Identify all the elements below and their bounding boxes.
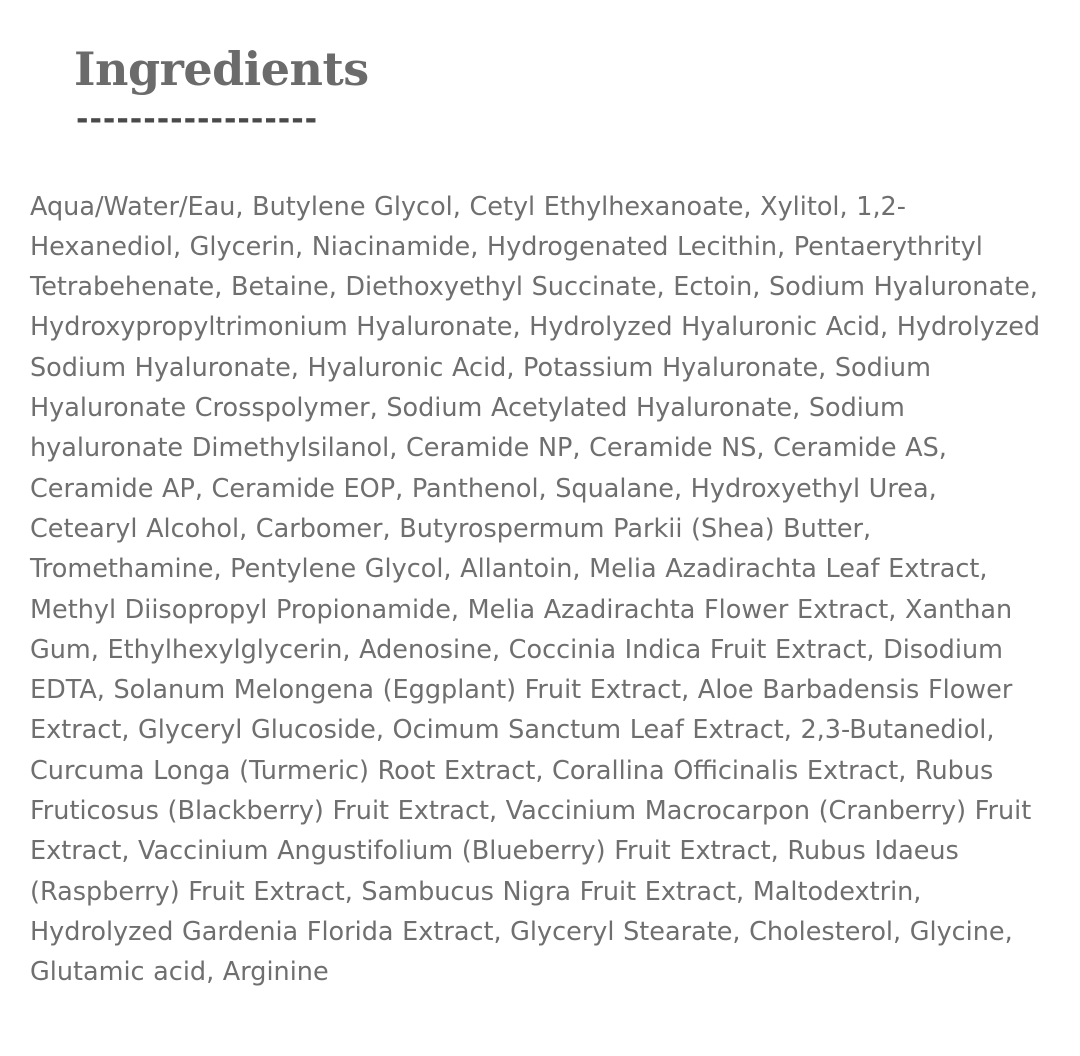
page-title: Ingredients — [74, 42, 369, 96]
title-divider: ------------------ — [76, 104, 319, 135]
ingredients-list-text: Aqua/Water/Eau, Butylene Glycol, Cetyl Ethylhexanoate, Xylitol, 1,2-Hexanediol, Glycerin, Niacinamide, Hydrogenated Lecithin, Pentaerythrityl Tetrabehenate, Betaine, Diethoxyethyl Succinate, Ectoin, Sodium Hyaluronate, Hydroxypropyltrimonium Hyaluronate, Hydrolyzed Hyaluronic Acid, Hydrolyzed Sodium Hyaluronate, Hyaluronic Acid, Potassium Hyaluronate, Sodium Hyaluronate Crosspolymer, Sodium Acetylated Hyaluronate, Sodium hyaluronate Dimethylsilanol, Ceramide NP, Ceramide NS, Ceramide AS, Ceramide AP, Ceramide EOP, Panthenol, Squalane, Hydroxyethyl Urea, Cetearyl Alcohol, Carbomer, Butyrospermum Parkii (Shea) Butter, Tromethamine, Pentylene Glycol, Allantoin, Melia Azadirachta Leaf Extract, Methyl Diisopropyl Propionamide, Melia Azadirachta Flower Extract, Xanthan Gum, Ethylhexylglycerin, Adenosine, Coccinia Indica Fruit Extract, Disodium EDTA, Solanum Melongena (Eggplant) Fruit Extract, Aloe Barbadensis Flower Extract, Glyceryl Glucoside, Ocimum Sanctum Leaf Extract, 2,3-Butanediol, Curcuma Longa (Turmeric) Root Extract, Corallina Officinalis Extract, Rubus Fruticosus (Blackberry) Fruit Extract, Vaccinium Macrocarpon (Cranberry) Fruit Extract, Vaccinium Angustifolium (Blueberry) Fruit Extract, Rubus Idaeus (Raspberry) Fruit Extract, Sambucus Nigra Fruit Extract, Maltodextrin, Hydrolyzed Gardenia Florida Extract, Glyceryl Stearate, Cholesterol, Glycine, Glutamic acid, Arginine — [30, 191, 1041, 988]
